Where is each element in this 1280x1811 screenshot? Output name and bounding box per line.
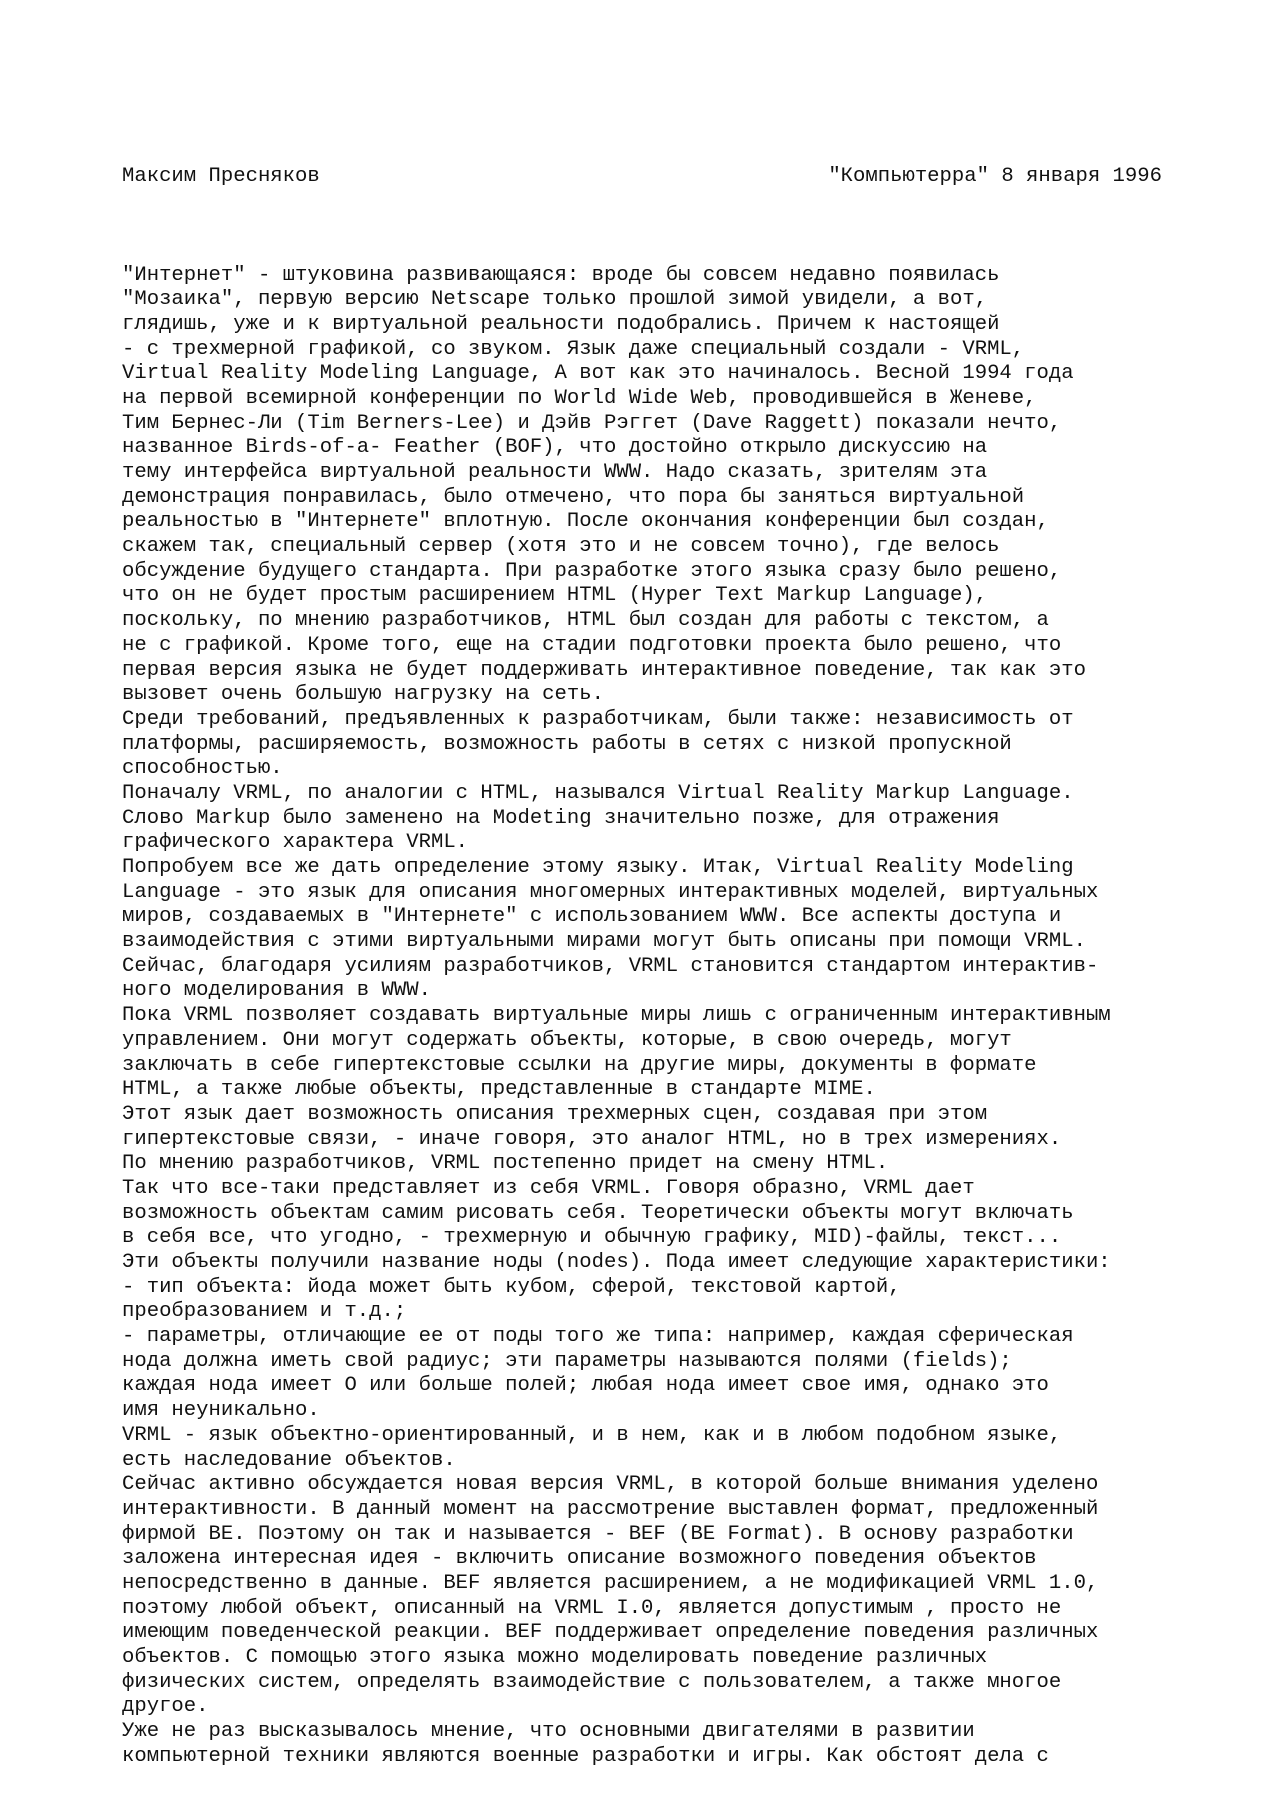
text-line: гипертекстовые связи, - иначе говоря, это аналог HTML, но в трех измерениях. [122,1127,1062,1151]
text-line: Эти объекты получили название ноды (nodes). Пода имеет следующие характеристики: [122,1251,1111,1275]
text-line: Уже не раз высказывалось мнение, что основными двигателями в развитии [122,1720,975,1744]
text-line: заключать в себе гипертекстовые ссылки на другие миры, документы в формате [122,1053,1037,1077]
text-line: фирмой BE. Поэтому он так и называется - BEF (BE Format). В основу разработки [122,1522,1074,1546]
text-line: - параметры, отличающие ее от поды того же типа: например, каждая сферическая [122,1325,1074,1349]
text-line: поэтому любой объект, описанный на VRML I.0, является допустимым , просто не [122,1596,1062,1620]
text-line: Попробуем все же дать определение этому языку. Итак, Virtual Reality Modeling [122,856,1074,880]
text-line: платформы, расширяемость, возможность работы в сетях с низкой пропускной [122,732,1012,756]
text-line: имя неуникально. [122,1399,320,1423]
text-line: управлением. Они могут содержать объекты, которые, в свою очередь, могут [122,1028,1012,1052]
text-line: Этот язык дает возможность описания трехмерных сцен, создавая при этом [122,1102,988,1126]
text-line: названное Birds-of-a- Feather (BOF), что достойно открыло дискуссию на [122,436,988,460]
text-line: способностью. [122,757,283,781]
text-line: нода должна иметь свой радиус; эти параметры называются полями (fields); [122,1349,1012,1373]
text-line: Так что все-таки представляет из себя VRML. Говоря образно, VRML дает [122,1176,975,1200]
text-line: каждая нода имеет О или больше полей; любая нода имеет свое имя, однако это [122,1374,1049,1398]
text-line: непосредственно в данные. BEF является расширением, а не модификацией VRML 1.0, [122,1571,1099,1595]
text-line: Сейчас, благодаря усилиям разработчиков, VRML становится стандартом интерактив- [122,954,1099,978]
text-line: демонстрация понравилась, было отмечено, что пора бы заняться виртуальной [122,485,1025,509]
text-line: обсуждение будущего стандарта. При разработке этого языка сразу было решено, [122,559,1062,583]
text-line: компьютерной техники являются военные разработки и игры. Как обстоят дела с [122,1744,1049,1768]
text-line: поскольку, по мнению разработчиков, HTML был создан для работы с текстом, а [122,609,1049,633]
author-name: Максим Пресняков [122,165,320,189]
text-line: имеющим поведенческой реакции. BEF поддерживает определение поведения различных [122,1621,1099,1645]
text-line: есть наследование объектов. [122,1448,456,1472]
document-header [122,165,1162,190]
text-line: на первой всемирной конференции по World Wide Web, проводившейся в Женеве, [122,386,1037,410]
text-line: Тим Бернес-Ли (Tim Berners-Lee) и Дэйв Рэггет (Dave Raggett) показали нечто, [122,411,1062,435]
text-line: миров, создаваемых в "Интернете" с использованием WWW. Все аспекты доступа и [122,905,1062,929]
text-line: - тип объекта: йода может быть кубом, сферой, текстовой картой, [122,1275,901,1299]
text-line: "Мозаика", первую версию Netscape только прошлой зимой увидели, а вот, [122,288,988,312]
text-line: заложена интересная идея - включить описание возможного поведения объектов [122,1547,1037,1571]
text-line: возможность объектам самим рисовать себя. Теоретически объекты могут включать [122,1201,1074,1225]
text-line: "Интернет" - штуковина развивающаяся: вроде бы совсем недавно появилась [122,263,1000,287]
text-line: Среди требований, предъявленных к разработчикам, были также: независимость от [122,707,1074,731]
text-line: Поначалу VRML, по аналогии с HTML, назывался Virtual Reality Markup Language. [122,781,1074,805]
text-line: графического характера VRML. [122,831,469,855]
text-line: VRML - язык объектно-ориентированный, и в нем, как и в любом подобном языке, [122,1423,1062,1447]
text-line: реальностью в "Интернете" вплотную. После окончания конференции был создан, [122,510,1049,534]
text-line: ного моделирования в WWW. [122,979,431,1003]
text-line: взаимодействия с этими виртуальными мирами могут быть описаны при помощи VRML. [122,930,1086,954]
text-line: преобразованием и т.д.; [122,1300,407,1324]
text-line: физических систем, определять взаимодействие с пользователем, а также многое [122,1670,1062,1694]
text-line: тему интерфейса виртуальной реальности WWW. Надо сказать, зрителям эта [122,461,988,485]
text-line: интерактивности. В данный момент на рассмотрение выставлен формат, предложенный [122,1497,1099,1521]
text-line: другое. [122,1695,209,1719]
document-page [122,116,1162,1794]
text-line: объектов. С помощью этого языка можно моделировать поведение различных [122,1646,988,1670]
article-body [122,264,1162,1770]
text-line: в себя все, что угодно, - трехмерную и обычную графику, MID)-файлы, текст... [122,1226,1062,1250]
text-line: По мнению разработчиков, VRML постепенно придет на смену HTML. [122,1152,889,1176]
text-line: скажем так, специальный сервер (хотя это и не совсем точно), где велось [122,535,1000,559]
text-line: HTML, а также любые объекты, представленные в стандарте MIME. [122,1078,876,1102]
text-line: что он не будет простым расширением HTML (Hyper Text Markup Language), [122,584,988,608]
text-line: глядишь, уже и к виртуальной реальности подобрались. Причем к настоящей [122,312,1000,336]
publication-source: "Компьютерра" 8 января 1996 [828,165,1162,189]
text-line: вызовет очень большую нагрузку на сеть. [122,683,604,707]
text-line: - с трехмерной графикой, со звуком. Язык даже специальный создали - VRML, [122,337,1025,361]
text-line: первая версия языка не будет поддерживать интерактивное поведение, так как это [122,658,1086,682]
text-line: не с графикой. Кроме того, еще на стадии подготовки проекта было решено, что [122,633,1062,657]
text-line: Пока VRML позволяет создавать виртуальные миры лишь с ограниченным интерактивным [122,1004,1111,1028]
text-line: Virtual Reality Modeling Language, А вот как это начиналось. Весной 1994 года [122,362,1074,386]
text-line: Слово Markup было заменено на Modeting значительно позже, для отражения [122,806,1000,830]
text-line: Language - это язык для описания многомерных интерактивных моделей, виртуальных [122,880,1099,904]
text-line: Сейчас активно обсуждается новая версия VRML, в которой больше внимания уделено [122,1473,1099,1497]
